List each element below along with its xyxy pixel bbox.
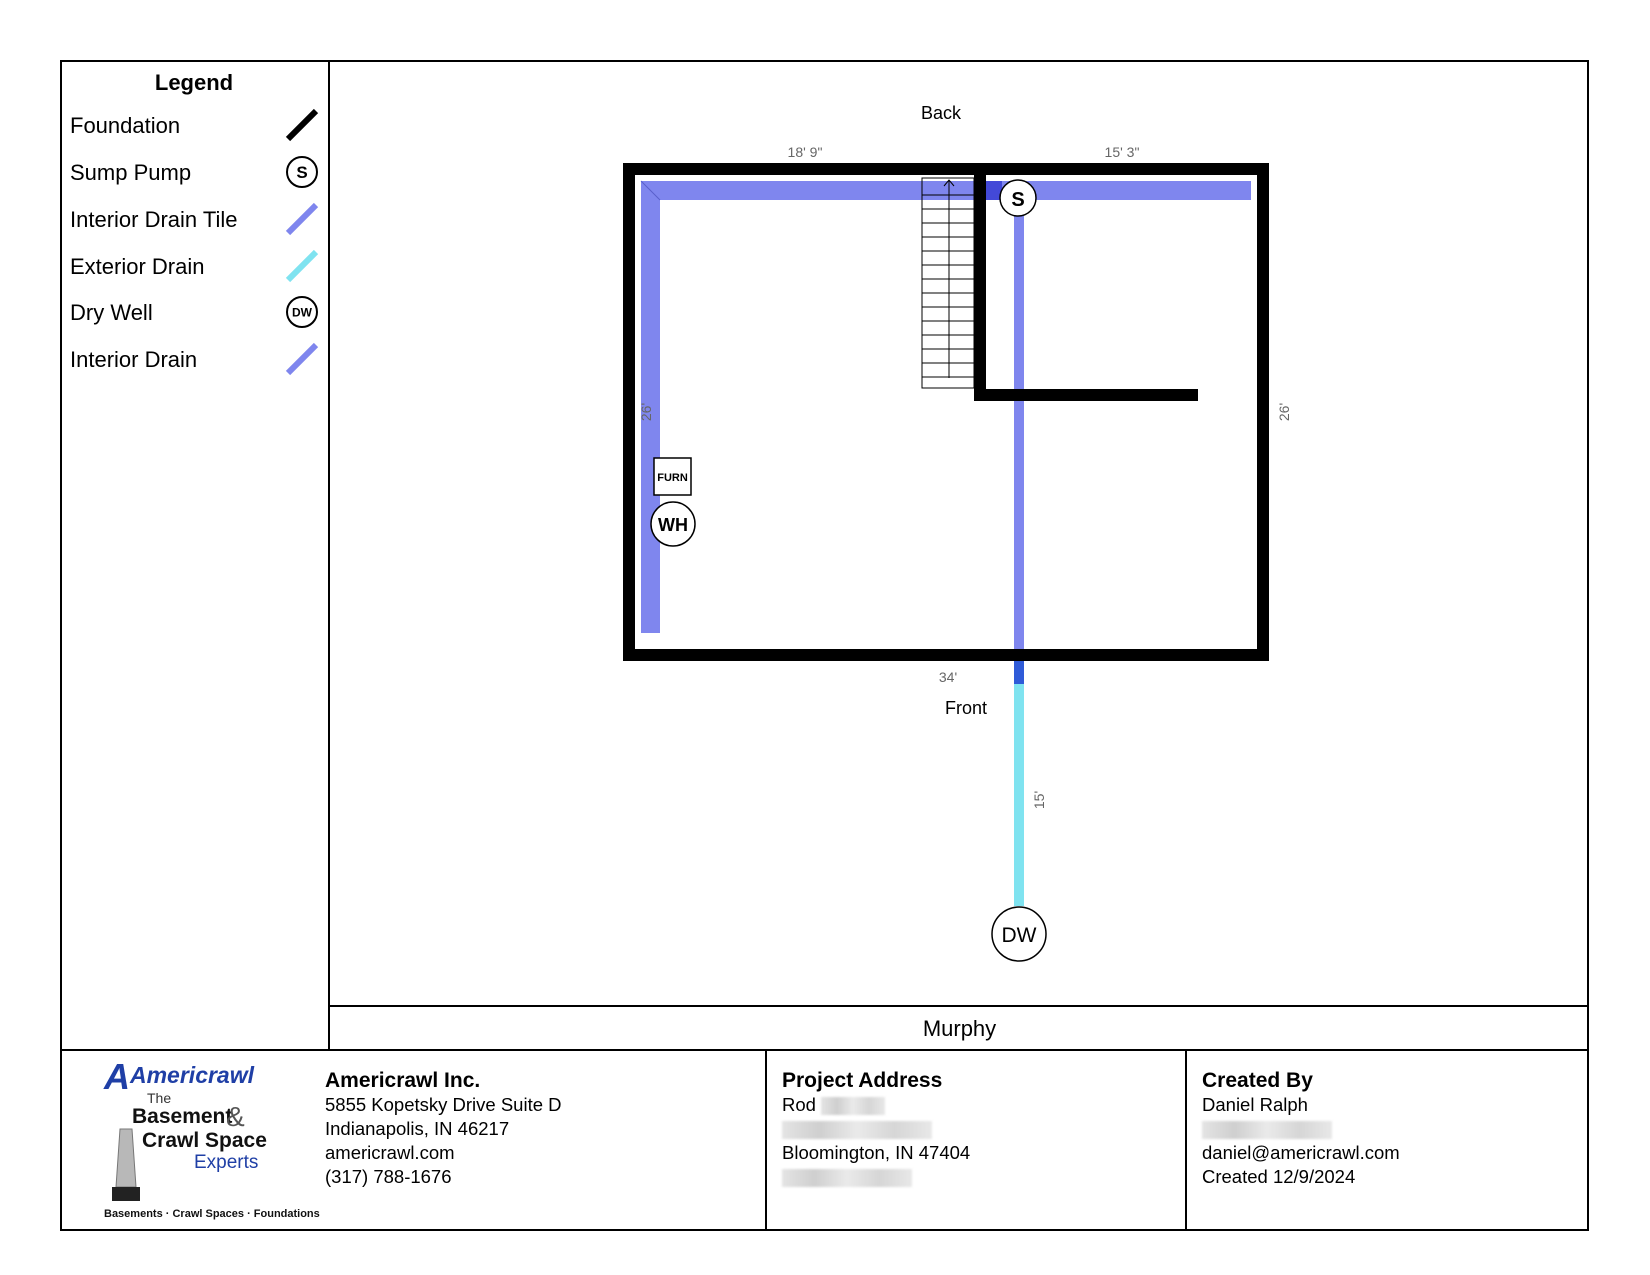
created-by-heading: Created By xyxy=(1202,1069,1313,1092)
svg-text:&: & xyxy=(226,1101,245,1132)
interior-wall-vertical xyxy=(974,169,986,401)
company-address-line1: 5855 Kopetsky Drive Suite D xyxy=(325,1094,562,1115)
exterior-drain-line-icon xyxy=(284,248,320,284)
svg-text:Crawl Space: Crawl Space xyxy=(142,1129,267,1152)
created-by xyxy=(1185,1051,1587,1231)
interior-drain-tile-line-icon xyxy=(284,201,320,237)
dimension-top-left: 18' 9" xyxy=(787,144,823,160)
back-label: Back xyxy=(920,103,962,123)
legend-item-interior-drain-tile xyxy=(70,199,320,239)
legend-label: Dry Well xyxy=(70,300,153,325)
creator-email[interactable]: daniel@americrawl.com xyxy=(1202,1142,1400,1163)
company-logo-cell xyxy=(60,1051,330,1231)
project-address xyxy=(765,1051,1185,1231)
svg-text:A: A xyxy=(104,1056,130,1097)
footer xyxy=(60,1049,1589,1231)
creator-name: Daniel Ralph xyxy=(1202,1094,1308,1115)
company-phone: (317) 788-1676 xyxy=(325,1166,452,1187)
legend-title: Legend xyxy=(154,70,234,95)
created-date: Created 12/9/2024 xyxy=(1202,1166,1356,1187)
interior-drain-line xyxy=(1014,212,1024,654)
redacted-text xyxy=(821,1097,885,1115)
dry-well xyxy=(992,907,1046,961)
svg-text:The: The xyxy=(147,1090,172,1106)
svg-text:Americrawl: Americrawl xyxy=(130,1062,255,1088)
legend-item-sump-pump xyxy=(70,152,320,192)
floor-plan xyxy=(330,60,1589,1007)
project-title: Murphy xyxy=(922,1016,997,1041)
dimension-right: 26' xyxy=(1276,402,1292,422)
project-title-bar xyxy=(330,1005,1589,1051)
svg-text:S: S xyxy=(296,163,308,182)
svg-text:FURN: FURN xyxy=(657,472,688,484)
sump-pump xyxy=(1000,180,1036,216)
exterior-drain-line xyxy=(1014,684,1024,906)
svg-text:Basement: Basement xyxy=(132,1105,233,1128)
front-label: Front xyxy=(944,698,988,718)
company-website[interactable]: americrawl.com xyxy=(325,1142,455,1163)
staircase xyxy=(922,178,974,388)
svg-text:Basements · Crawl Spaces · Fou: Basements · Crawl Spaces · Foundations xyxy=(104,1208,320,1220)
svg-text:WH: WH xyxy=(658,515,688,535)
svg-text:DW: DW xyxy=(1001,924,1037,947)
legend-label: Interior Drain xyxy=(70,347,198,372)
dimension-left: 26' xyxy=(638,402,654,422)
sump-pump-icon xyxy=(284,154,320,190)
americrawl-logo xyxy=(100,1056,320,1224)
redacted-text xyxy=(782,1169,912,1187)
project-city: Bloomington, IN 47404 xyxy=(782,1142,971,1163)
legend-label: Sump Pump xyxy=(70,160,192,185)
legend-label: Interior Drain Tile xyxy=(70,207,238,232)
legend-label: Exterior Drain xyxy=(70,254,205,279)
legend-item-foundation xyxy=(70,105,320,145)
foundation-wall xyxy=(629,169,1263,655)
client-name: Rod xyxy=(782,1094,816,1115)
company-info xyxy=(325,1051,765,1231)
project-address-heading: Project Address xyxy=(782,1069,943,1092)
redacted-text xyxy=(1202,1121,1332,1139)
svg-text:DW: DW xyxy=(292,305,312,320)
legend-panel xyxy=(60,60,330,1051)
company-name: Americrawl Inc. xyxy=(325,1069,481,1092)
legend-item-interior-drain xyxy=(70,339,320,379)
interior-wall-horizontal xyxy=(974,389,1198,401)
furnace xyxy=(654,458,691,495)
legend-label: Foundation xyxy=(70,113,181,138)
svg-text:Experts: Experts xyxy=(194,1152,259,1173)
dimension-bottom: 34' xyxy=(938,669,958,685)
company-address-line2: Indianapolis, IN 46217 xyxy=(325,1118,510,1139)
water-heater xyxy=(651,502,695,546)
foundation-line-icon xyxy=(284,107,320,143)
dimension-exterior-drain: 15' xyxy=(1031,790,1047,810)
dry-well-icon xyxy=(284,294,320,330)
svg-text:S: S xyxy=(1011,189,1025,211)
legend-item-dry-well xyxy=(70,292,320,332)
dimension-top-right: 15' 3" xyxy=(1104,144,1140,160)
legend-item-exterior-drain xyxy=(70,246,320,286)
interior-drain-line-icon xyxy=(284,341,320,377)
redacted-text xyxy=(782,1121,932,1139)
